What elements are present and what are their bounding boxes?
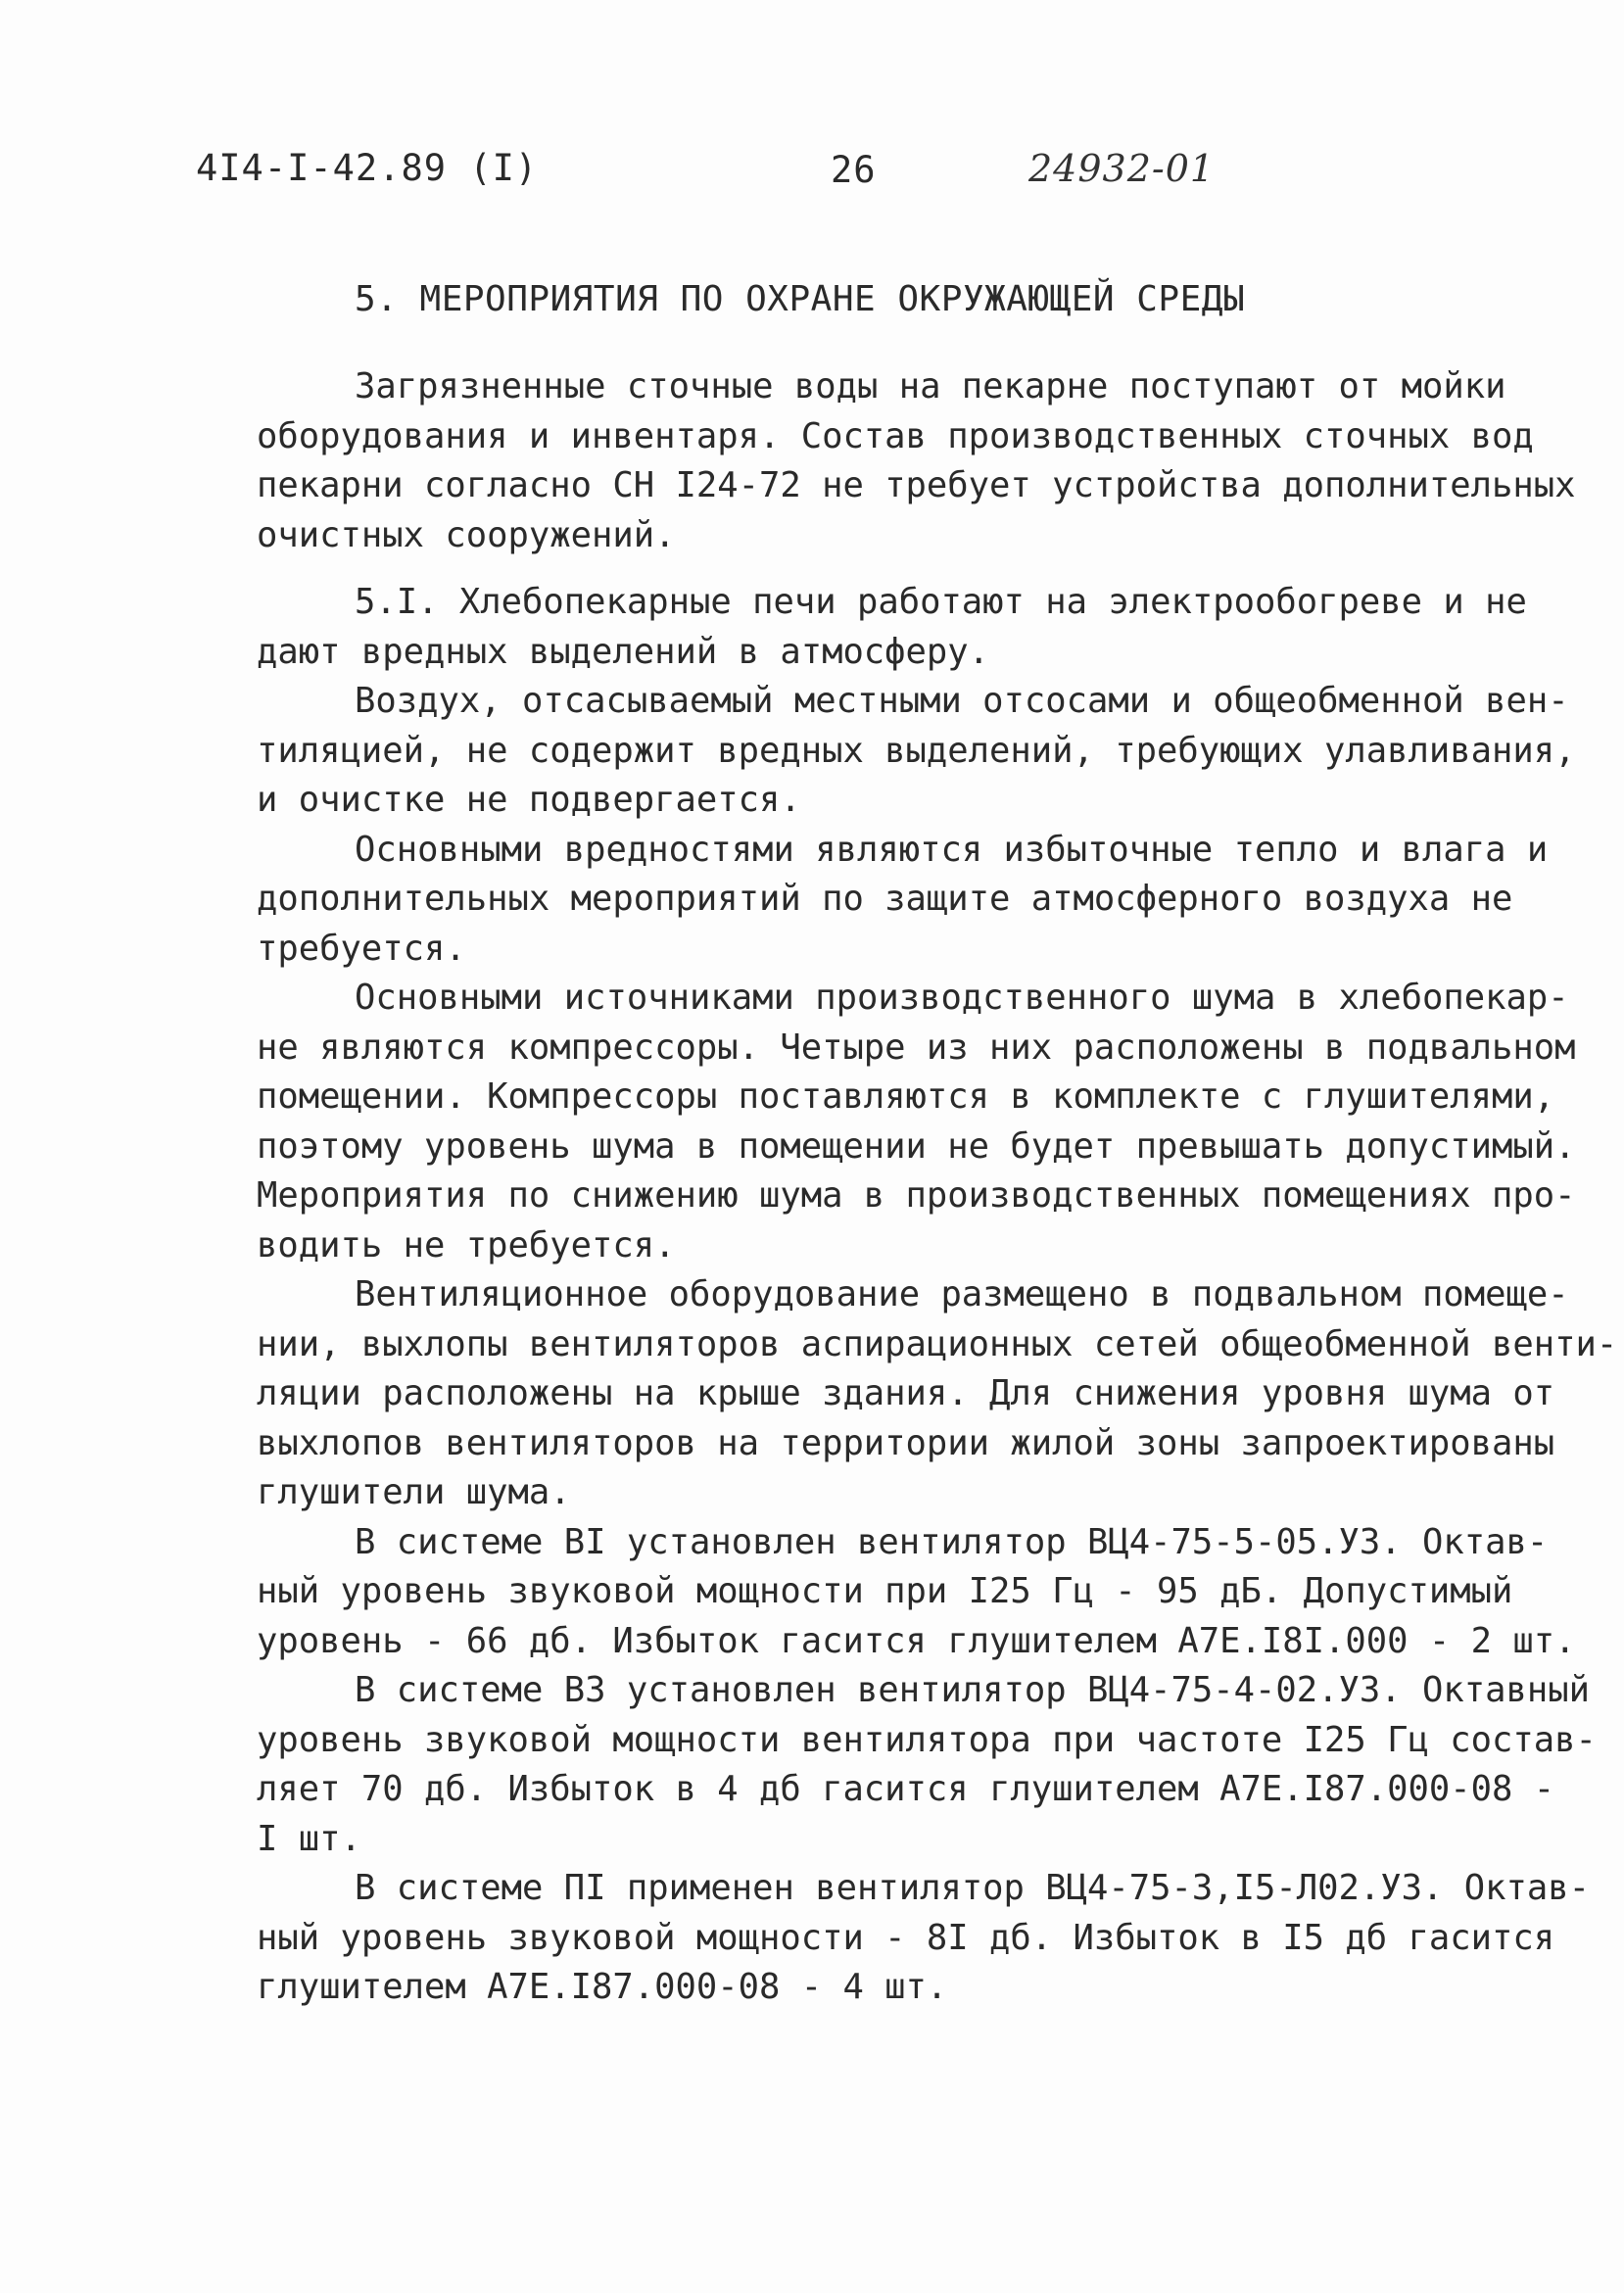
text-line: ляет 70 дб. Избыток в 4 дб гасится глушителем А7Е.I87.000-08 - [257,1769,1555,1809]
text-line: выхлопов вентиляторов на территории жилой зоны запроектированы [257,1422,1555,1463]
text-line: Загрязненные сточные воды на пекарне поступают от мойки [355,366,1506,406]
text-line: пекарни согласно СН I24-72 не требует устройства дополнительных [257,465,1576,505]
text-line: В системе ПI применен вентилятор ВЦ4-75-3,I5-Л02.У3. Октав- [355,1868,1590,1908]
text-line: оборудования и инвентаря. Состав производственных сточных вод [257,415,1534,456]
text-line: ляции расположены на крыше здания. Для снижения уровня шума от [257,1373,1555,1413]
text-line: Основными вредностями являются избыточные тепло и влага и [355,829,1549,870]
text-line: тиляцией, не содержит вредных выделений, требующих улавливания, [257,730,1576,771]
text-line: требуется. [257,928,466,969]
text-line: Воздух, отсасываемый местными отсосами и общеобменной вен- [355,681,1569,721]
text-line: уровень звуковой мощности вентилятора при частоте I25 Гц состав- [257,1719,1597,1760]
text-line: Мероприятия по снижению шума в производственных помещениях про- [257,1175,1576,1216]
text-line: дают вредных выделений в атмосферу. [257,631,990,672]
text-line: В системе В3 установлен вентилятор ВЦ4-75-4-02.У3. Октавный [355,1670,1590,1710]
text-line: глушители шума. [257,1472,571,1512]
handwritten-number: 24932-01 [1028,147,1216,190]
text-line: уровень - 66 дб. Избыток гасится глушителем А7Е.I8I.000 - 2 шт. [257,1620,1576,1661]
section-title: 5. МЕРОПРИЯТИЯ ПО ОХРАНЕ ОКРУЖАЮЩЕЙ СРЕДЫ [355,279,1246,319]
text-line: В системе BI установлен вентилятор ВЦ4-75-5-05.У3. Октав- [355,1521,1549,1562]
section-body [257,362,1618,2013]
paragraph-gap [257,560,1589,578]
text-line: водить не требуется. [257,1224,676,1266]
text-line: поэтому уровень шума в помещении не будет превышать допустимый. [257,1125,1576,1167]
text-line: дополнительных мероприятий по защите атмосферного воздуха не [257,879,1513,919]
text-line: I шт. [257,1818,361,1859]
text-line: глушителем А7Е.I87.000-08 - 4 шт. [257,1967,948,2007]
text-line: Вентиляционное оборудование размещено в подвальном помеще- [355,1274,1569,1314]
text-line: ный уровень звуковой мощности при I25 Гц - 95 дБ. Допустимый [257,1571,1513,1611]
text-line: ный уровень звуковой мощности - 8I дб. Избыток в I5 дб гасится [257,1917,1555,1958]
page-number: 26 [831,149,877,191]
text-line: очистных сооружений. [257,514,676,555]
text-line: не являются компрессоры. Четыре из них расположены в подвальном [257,1027,1576,1068]
text-line: нии, выхлопы вентиляторов аспирационных сетей общеобменной венти- [257,1323,1618,1364]
text-line: Основными источниками производственного шума в хлебопекар- [355,978,1569,1018]
document-code: 4I4-I-42.89 (I) [196,147,539,189]
text-line: 5.I. Хлебопекарные печи работают на электрообогреве и не [355,582,1527,622]
text-line: помещении. Компрессоры поставляются в комплекте с глушителями, [257,1076,1555,1117]
text-line: и очистке не подвергается. [257,780,801,820]
